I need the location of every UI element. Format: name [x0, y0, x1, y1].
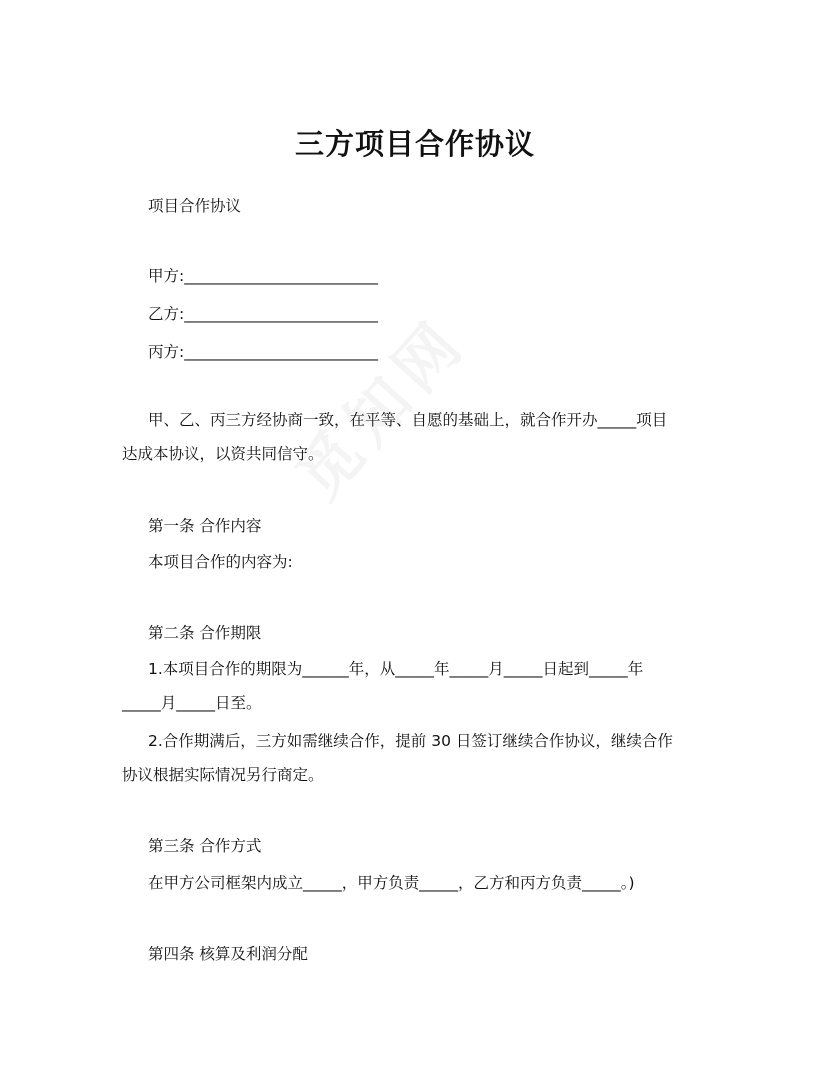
article1-heading: 第一条 合作内容 [148, 517, 262, 535]
party-b-line: 乙方:_________________________ [148, 305, 378, 323]
article3-heading: 第三条 合作方式 [148, 837, 262, 855]
document-subtitle: 项目合作协议 [148, 197, 242, 215]
document-title: 三方项目合作协议 [294, 127, 535, 161]
article2-item1-line2: _____月_____日至。 [122, 694, 262, 712]
article4-heading: 第四条 核算及利润分配 [148, 945, 308, 963]
party-c-line: 丙方:_________________________ [148, 343, 378, 361]
article2-item2-line2: 协议根据实际情况另行商定。 [122, 766, 324, 784]
intro-line-1: 甲、乙、丙三方经协商一致，在平等、自愿的基础上，就合作开办_____项目 [148, 411, 668, 429]
article2-heading: 第二条 合作期限 [148, 624, 262, 642]
article1-line-1: 本项目合作的内容为: [148, 553, 293, 571]
article3-line-1: 在甲方公司框架内成立_____，甲方负责_____，乙方和丙方负责_____。) [148, 874, 635, 892]
intro-line-2: 达成本协议，以资共同信守。 [122, 445, 324, 463]
article2-item1-line1: 1.本项目合作的期限为______年，从_____年_____月_____日起到_____年 [148, 660, 644, 678]
party-a-line: 甲方:_________________________ [148, 267, 378, 285]
watermark [273, 294, 484, 514]
article2-item2-line1: 2.合作期满后，三方如需继续合作，提前 30 日签订继续合作协议，继续合作 [148, 732, 673, 750]
